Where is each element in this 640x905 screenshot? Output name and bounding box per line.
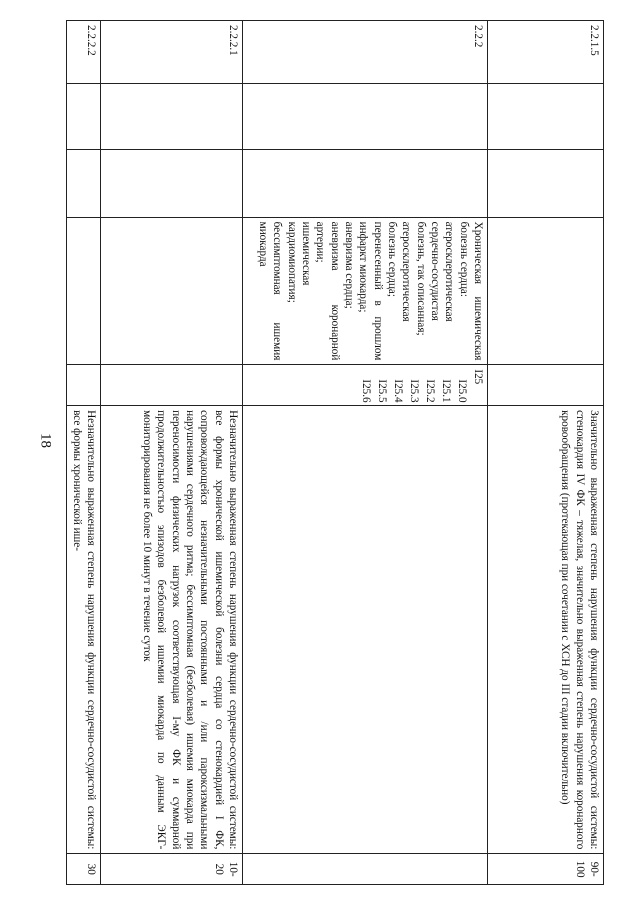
icd-code-cell bbox=[488, 365, 604, 406]
icd-code: I25.3 bbox=[408, 379, 420, 403]
icd-code: I25.5 bbox=[376, 379, 388, 403]
disease-name-item: аневризма коронарной артерии; bbox=[314, 221, 341, 361]
percent-value: 90-100 bbox=[488, 854, 604, 885]
icd-code-cell bbox=[67, 365, 101, 406]
empty-cell bbox=[488, 84, 604, 150]
table-row bbox=[488, 21, 604, 885]
disease-name-item: атеросклеротическая болезнь сердца; bbox=[386, 221, 413, 322]
criterion-description bbox=[243, 406, 488, 854]
table-row bbox=[101, 21, 243, 885]
empty-cell bbox=[243, 150, 488, 217]
disease-name-cell bbox=[243, 217, 488, 365]
criterion-description: Незначительно выраженная степень нарушения функции сердечно-сосудистой системы: все формы хронической ише- bbox=[67, 406, 101, 854]
icd-code: I25.0 bbox=[456, 379, 468, 403]
row-code: 2.2.1.5 bbox=[488, 21, 604, 84]
disease-name-item: перенесенный в прошлом инфаркт миокарда; bbox=[357, 221, 384, 361]
disease-name-item: атеросклеротическая сердечно-сосудистая болезнь, так описанная; bbox=[414, 221, 456, 336]
disease-name-cell bbox=[67, 217, 101, 365]
table-row bbox=[67, 21, 101, 885]
criterion-description: Незначительно выраженная степень нарушения функции сердечно-сосудистой системы: все формы хронической ишемической болезни сердца со стенокардией I ФК, сопровождающейся незначительными постоянными и /или пароксизмальными нарушениями сердечного ритма; бессимптомная (безболевая) ишемия миокарда при переносимости физических нагрузок соответствующая I-му ФК и суммарной продолжительностью эпизодов безболевой ишемии миокарда по данным ЭКГ-мониторирования не более 10 минут в течение суток bbox=[101, 406, 243, 854]
table-row bbox=[243, 21, 488, 885]
disease-name-item: аневризма сердца; bbox=[343, 221, 356, 309]
disability-criteria-table bbox=[66, 20, 604, 885]
empty-cell bbox=[101, 84, 243, 150]
percent-value: 10-20 bbox=[101, 854, 243, 885]
empty-cell bbox=[488, 150, 604, 217]
empty-cell bbox=[243, 84, 488, 150]
empty-cell bbox=[67, 150, 101, 217]
icd-code: I25 bbox=[472, 369, 484, 385]
disease-name-item: Хроническая ишемическая болезнь сердца: bbox=[457, 221, 484, 361]
empty-cell bbox=[67, 84, 101, 150]
icd-code: I25.4 bbox=[392, 379, 404, 403]
disease-name-cell bbox=[101, 217, 243, 365]
percent-value: 30 bbox=[67, 854, 101, 885]
row-code: 2.2.2.1 bbox=[101, 21, 243, 84]
disease-name-item: ишемическая кардиомиопатия; bbox=[285, 221, 313, 303]
row-code: 2.2.2.2 bbox=[67, 21, 101, 84]
page-number: 18 bbox=[37, 433, 54, 448]
icd-code-cell bbox=[101, 365, 243, 406]
icd-code: I25.1 bbox=[440, 379, 452, 403]
empty-cell bbox=[101, 150, 243, 217]
disease-name-item: бессимптомная ишемия миокарда bbox=[257, 221, 284, 361]
icd-code-cell bbox=[243, 365, 488, 406]
disease-name-cell bbox=[488, 217, 604, 365]
row-code: 2.2.2 bbox=[243, 21, 488, 84]
icd-code: I25.6 bbox=[360, 379, 372, 403]
rotated-table-page bbox=[72, 20, 604, 885]
icd-code: I25.2 bbox=[424, 379, 436, 403]
criterion-description: Значительно выраженная степень нарушения функции сердечно-сосудистой системы: стенокардия IV ФК – тяжелая, значительно выраженная степень нарушения коронарного кровообращения (протекающая при сочетании с ХСН до III стадии включительно) bbox=[488, 406, 604, 854]
percent-value bbox=[243, 854, 488, 885]
